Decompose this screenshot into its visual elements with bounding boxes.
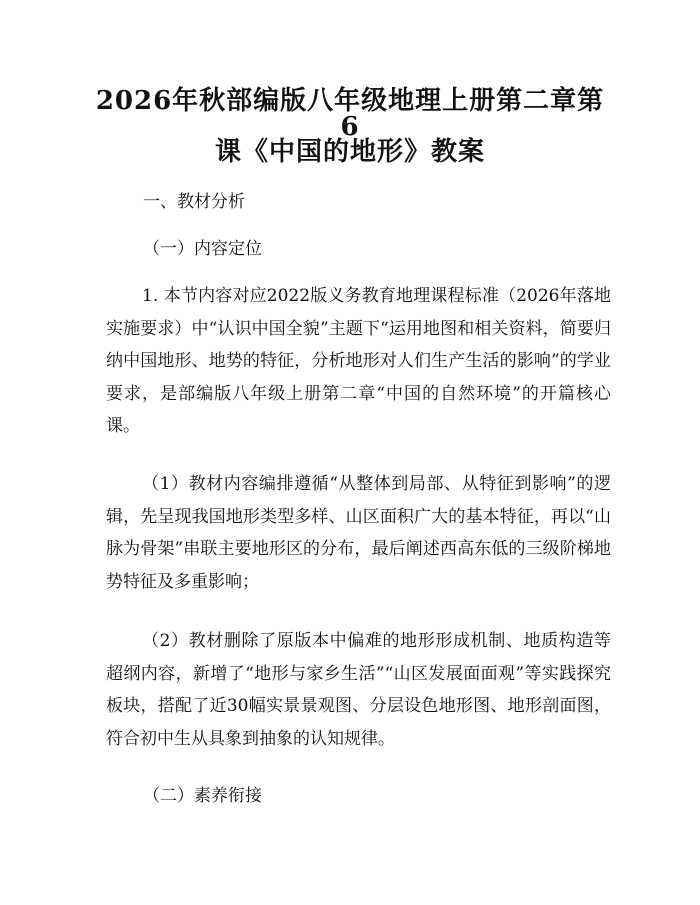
- paragraph-content-arrangement: （1）教材内容编排遵循“从整体到局部、从特征到影响”的逻辑，先呈现我国地形类型多样、山区面积广大的基本特征，再以“山脉为骨架”串联主要地形区的分布，最后阐述西高东低的三级阶梯地势特征及多重影响；: [106, 474, 611, 592]
- document-title-line-2: 课《中国的地形》教案: [214, 137, 485, 167]
- paragraph-curriculum-standard: 1. 本节内容对应2022版义务教育地理课程标准（2026年落地实施要求）中“认识中国全貌”主题下“运用地图和相关资料，简要归纳中国地形、地势的特征，分析地形对人们生产生活的影响”的学业要求，是部编版八年级上册第二章“中国的自然环境”的开篇核心课。: [106, 286, 611, 436]
- section-heading-textbook-analysis: 一、教材分析: [143, 192, 245, 212]
- subsection-heading-content-positioning: （一）内容定位: [143, 239, 262, 259]
- paragraph-content-revision: （2）教材删除了原版本中偏难的地形形成机制、地质构造等超纲内容，新增了“地形与家乡生活”“山区发展面面观”等实践探究板块，搭配了近30幅实景景观图、分层设色地形图、地形剖面图，符合初中生从具象到抽象的认知规律。: [106, 631, 611, 749]
- document-title-line-1: 2026年秋部编版八年级地理上册第二章第6: [95, 86, 605, 142]
- subsection-heading-literacy-connection: （二）素养衔接: [143, 786, 262, 806]
